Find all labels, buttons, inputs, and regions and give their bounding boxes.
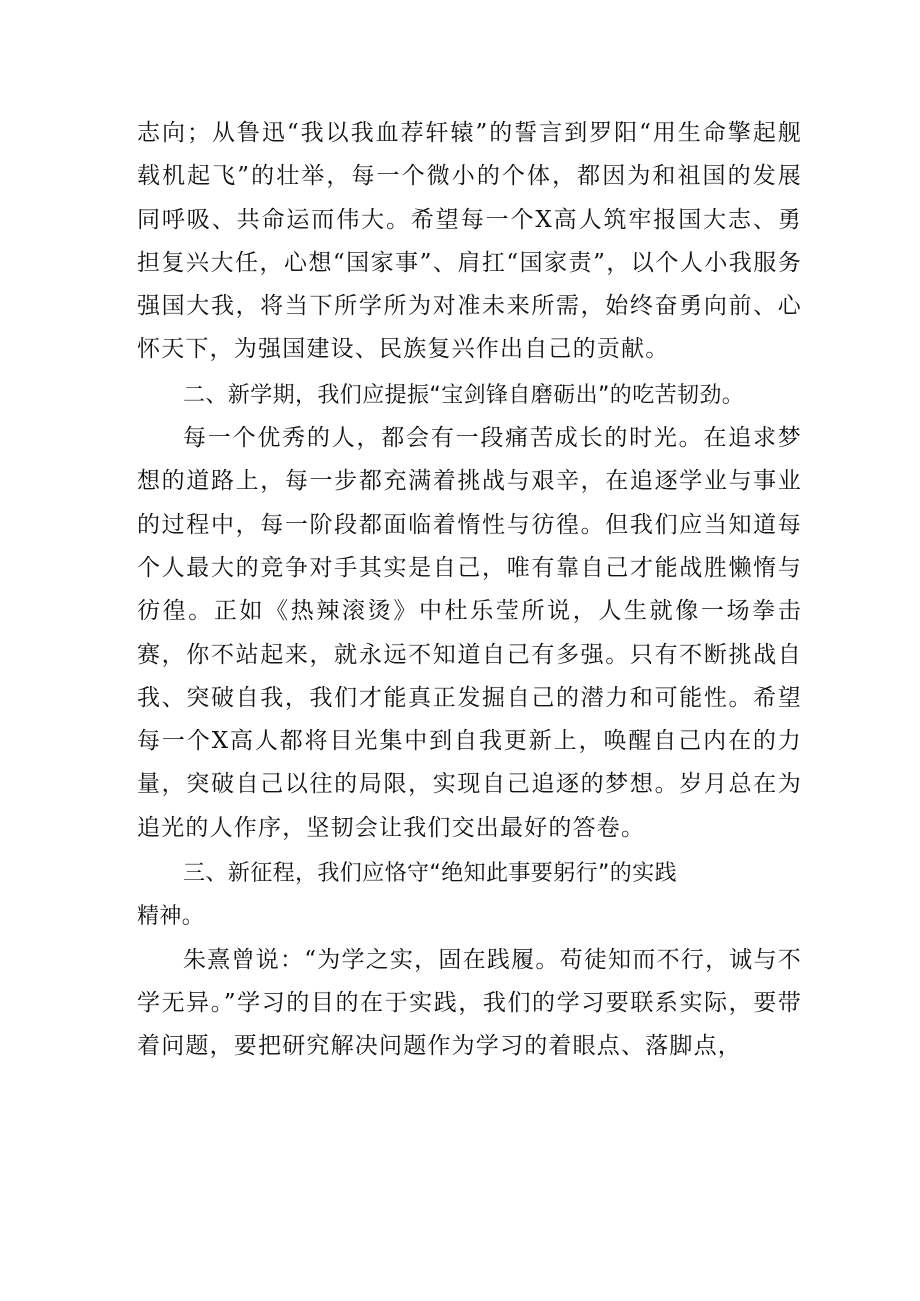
paragraph-section-3: 朱熹曾说：“为学之实，固在践履。苟徒知而不行，诚与不学无异。”学习的目的在于实践，我们的学习要联系实际，要带着问题，要把研究解决问题作为学习的着眼点、落脚点， [137, 946, 802, 1060]
paragraph-continued: 志向；从鲁迅“我以我血荐轩辕”的誓言到罗阳“用生命擎起舰载机起飞”的壮举，每一个微小的个体，都因为和祖国的发展同呼吸、共命运而伟大。希望每一个X高人筑牢报国大志、勇担复兴大任，心想“国家事”、肩扛“国家责”，以个人小我服务强国大我，将当下所学所为对准未来所需，始终奋勇向前、心怀天下，为强国建设、民族复兴作出自己的贡献。 [137, 120, 802, 363]
section-heading-3-line-1: 三、新征程，我们应恪守“绝知此事要躬行”的实践 [183, 861, 677, 887]
section-heading-3-line-2: 精神。 [137, 904, 205, 930]
section-heading-3 [137, 852, 802, 939]
section-heading-2: 二、新学期，我们应提振“宝剑锋自磨砺出”的吃苦韧劲。 [183, 382, 745, 408]
document-body [137, 112, 802, 1069]
paragraph-section-2: 每一个优秀的人，都会有一段痛苦成长的时光。在追求梦想的道路上，每一步都充满着挑战与艰辛，在追逐学业与事业的过程中，每一阶段都面临着惰性与彷徨。但我们应当知道每个人最大的竞争对手其实是自己，唯有靠自己才能战胜懒惰与彷徨。正如《热辣滚烫》中杜乐莹所说，人生就像一场拳击赛，你不站起来，就永远不知道自己有多强。只有不断挑战自我、突破自我，我们才能真正发掘自己的潜力和可能性。希望每一个X高人都将目光集中到自我更新上，唤醒自己内在的力量，突破自己以往的局限，实现自己追逐的梦想。岁月总在为追光的人作序，坚韧会让我们交出最好的答卷。 [137, 425, 802, 841]
